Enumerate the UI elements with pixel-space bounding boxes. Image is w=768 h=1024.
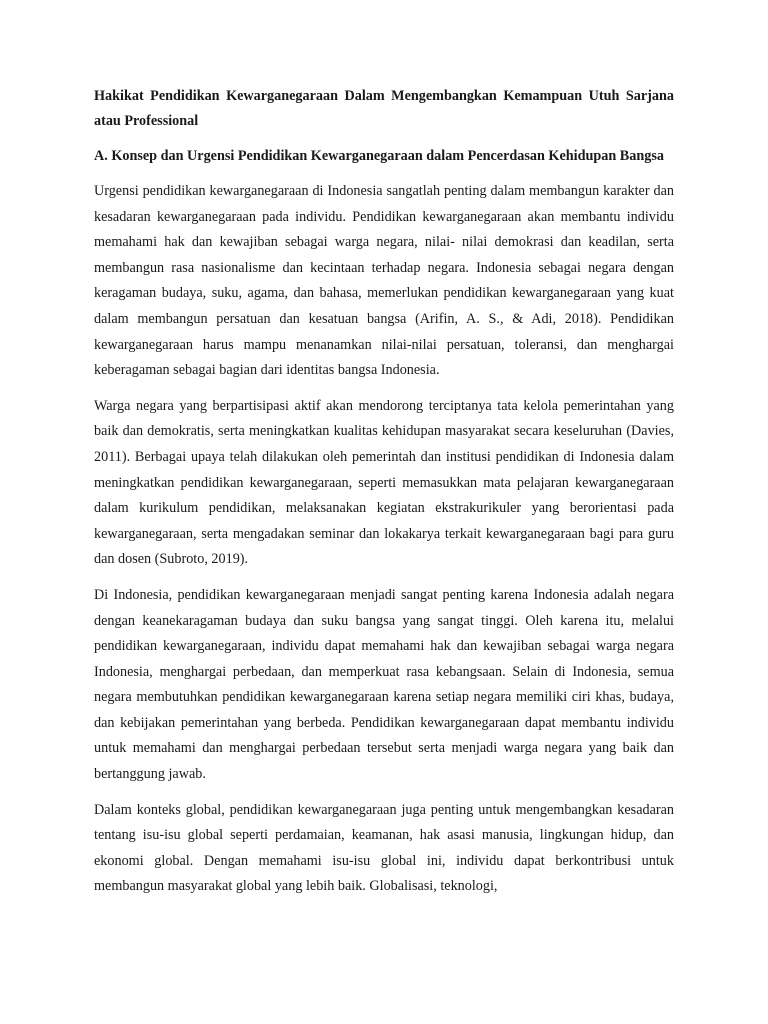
paragraph-4: Dalam konteks global, pendidikan kewarganegaraan juga penting untuk mengembangkan kesadaran tentang isu-isu global seperti perdamaian, keamanan, hak asasi manusia, lingkungan hidup, dan ekonomi global. Dengan memahami isu-isu global ini, individu dapat berkontribusi untuk membangun masyarakat global yang lebih baik. Globalisasi, teknologi,	[94, 801, 674, 895]
section-heading: A. Konsep dan Urgensi Pendidikan Kewarganegaraan dalam Pencerdasan Kehidupan Bangsa	[94, 148, 664, 164]
document-title: Hakikat Pendidikan Kewarganegaraan Dalam Mengembangkan Kemampuan Utuh Sarjana atau Professional	[94, 88, 674, 129]
paragraph-2: Warga negara yang berpartisipasi aktif akan mendorong terciptanya tata kelola pemerintahan yang baik dan demokratis, serta meningkatkan kualitas kehidupan masyarakat secara keseluruhan (Davies, 2011). Berbagai upaya telah dilakukan oleh pemerintah dan institusi pendidikan di Indonesia dalam meningkatkan pendidikan kewarganegaraan, seperti memasukkan mata pelajaran kewarganegaraan dalam kurikulum pendidikan, melaksanakan kegiatan ekstrakurikuler yang berorientasi pada kewarganegaraan, serta mengadakan seminar dan lokakarya terkait kewarganegaraan bagi para guru dan dosen (Subroto, 2019).	[94, 397, 674, 568]
paragraph-3: Di Indonesia, pendidikan kewarganegaraan menjadi sangat penting karena Indonesia adalah negara dengan keanekaragaman budaya dan suku bangsa yang sangat tinggi. Oleh karena itu, melalui pendidikan kewarganegaraan, individu dapat memahami hak dan kewajiban sebagai warga negara Indonesia, menghargai perbedaan, dan memperkuat rasa kebangsaan. Selain di Indonesia, semua negara membutuhkan pendidikan kewarganegaraan karena setiap negara memiliki ciri khas, budaya, dan kebijakan pemerintahan yang berbeda. Pendidikan kewarganegaraan dapat membantu individu untuk memahami dan menghargai perbedaan tersebut serta menjadi warga negara yang baik dan bertanggung jawab.	[94, 586, 674, 783]
paragraph-1: Urgensi pendidikan kewarganegaraan di Indonesia sangatlah penting dalam membangun karakter dan kesadaran kewarganegaraan pada individu. Pendidikan kewarganegaraan akan membantu individu memahami hak dan kewajiban sebagai warga negara, nilai- nilai demokrasi dan keadilan, serta membangun rasa nasionalisme dan kecintaan terhadap negara. Indonesia sebagai negara dengan keragaman budaya, suku, agama, dan bahasa, memerlukan pendidikan kewarganegaraan yang kuat dalam membangun persatuan dan kesatuan bangsa (Arifin, A. S., & Adi, 2018). Pendidikan kewarganegaraan harus mampu menanamkan nilai-nilai persatuan, toleransi, dan menghargai keberagaman sebagai bagian dari identitas bangsa Indonesia.	[94, 183, 674, 379]
